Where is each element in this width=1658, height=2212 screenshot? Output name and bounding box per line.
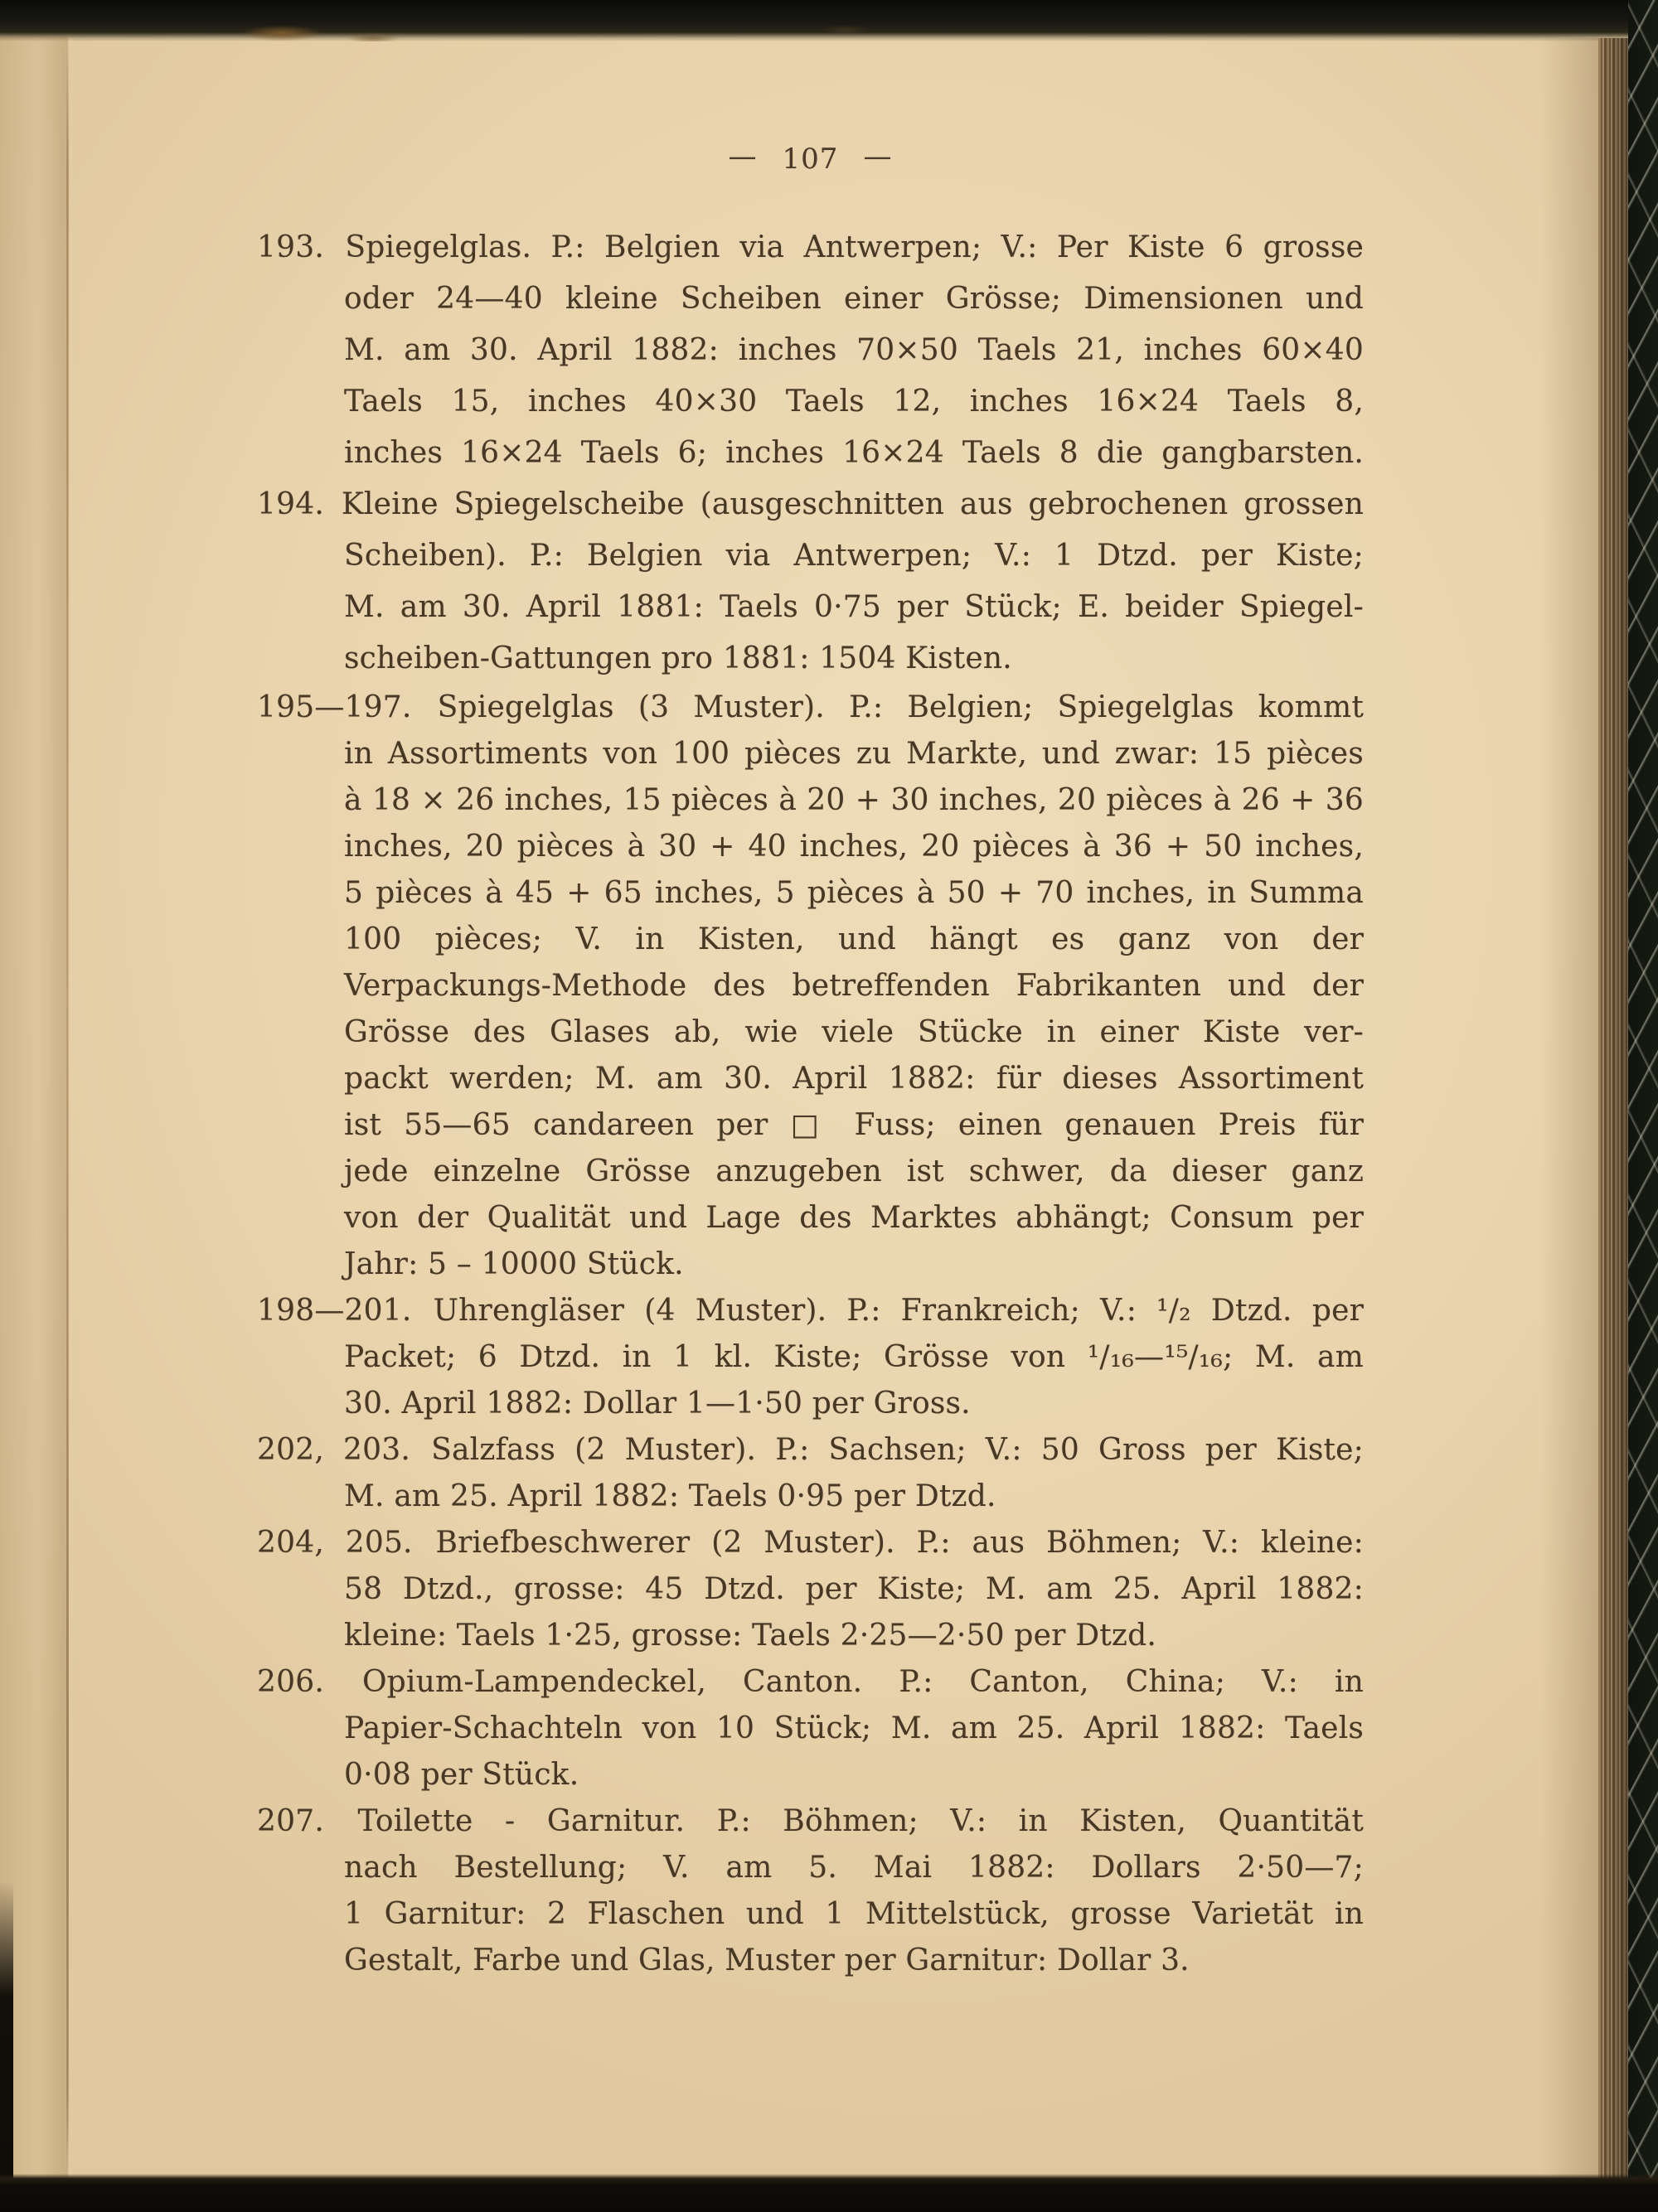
entry-first-line: 202, 203. Salzfass (2 Muster). P.: Sachsen; V.: 50 Gross per Kiste; bbox=[257, 1433, 1364, 1467]
page-curl-shadow bbox=[1540, 38, 1598, 2179]
entry-first-line: 194. Kleine Spiegelscheibe (ausgeschnitten aus gebrochenen grossen bbox=[257, 487, 1364, 521]
entry-line: 0·08 per Stück. bbox=[344, 1758, 579, 1792]
page-edge-stack bbox=[1598, 38, 1630, 2182]
entry-number: 195—197. bbox=[257, 690, 412, 724]
entry-number: 194. bbox=[257, 487, 324, 521]
entry-line: Packet; 6 Dtzd. in 1 kl. Kiste; Grösse von ¹/₁₆—¹⁵/₁₆; M. am bbox=[344, 1340, 1364, 1374]
book-cover-bottom-edge bbox=[0, 2174, 1658, 2212]
page-gutter-shading bbox=[0, 36, 68, 2179]
entry-line: von der Qualität und Lage des Marktes abhängt; Consum per bbox=[344, 1201, 1364, 1235]
entry-line: Verpackungs-Methode des betreffenden Fabrikanten und der bbox=[344, 969, 1364, 1003]
catalog-entry bbox=[257, 1520, 1364, 1659]
header-dash-right: — bbox=[863, 140, 893, 173]
header-dash-left: — bbox=[728, 140, 758, 173]
entry-line: M. am 30. April 1882: inches 70×50 Taels 21, inches 60×40 bbox=[344, 333, 1364, 367]
entry-line: oder 24—40 kleine Scheiben einer Grösse; Dimensionen und bbox=[344, 282, 1364, 316]
catalog-entry bbox=[257, 1798, 1364, 1984]
catalog-entry-list bbox=[257, 222, 1364, 1984]
entry-number: 206. bbox=[257, 1665, 324, 1699]
book-cover-right-marbled bbox=[1628, 0, 1658, 2212]
entry-line: jede einzelne Grösse anzugeben ist schwer, da dieser ganz bbox=[344, 1154, 1364, 1188]
entry-first-line: 193. Spiegelglas. P.: Belgien via Antwerpen; V.: Per Kiste 6 grosse bbox=[257, 230, 1364, 264]
page-number-header bbox=[257, 140, 1364, 176]
entry-line: Jahr: 5 – 10000 Stück. bbox=[344, 1247, 684, 1281]
book-cover-left-edge bbox=[0, 1881, 13, 2212]
entry-line: in Assortiments von 100 pièces zu Markte, und zwar: 15 pièces bbox=[344, 737, 1364, 771]
catalog-entry bbox=[257, 479, 1364, 685]
entry-line: Gestalt, Farbe und Glas, Muster per Garnitur: Dollar 3. bbox=[344, 1943, 1190, 1977]
entry-first-line: 198—201. Uhrengläser (4 Muster). P.: Frankreich; V.: ¹/₂ Dtzd. per bbox=[257, 1294, 1364, 1328]
catalog-entry bbox=[257, 1659, 1364, 1798]
entry-line: M. am 25. April 1882: Taels 0·95 per Dtzd. bbox=[344, 1479, 996, 1513]
entry-number: 202, 203. bbox=[257, 1433, 411, 1467]
entry-line: Grösse des Glases ab, wie viele Stücke in einer Kiste ver- bbox=[344, 1015, 1364, 1049]
entry-number: 204, 205. bbox=[257, 1526, 413, 1560]
entry-line: nach Bestellung; V. am 5. Mai 1882: Dollars 2·50—7; bbox=[344, 1851, 1364, 1885]
page-fold-crease bbox=[66, 38, 69, 2177]
catalog-entry bbox=[257, 222, 1364, 479]
entry-number: 198—201. bbox=[257, 1294, 412, 1328]
entry-first-line: 195—197. Spiegelglas (3 Muster). P.: Belgien; Spiegelglas kommt bbox=[257, 690, 1364, 724]
entry-line: scheiben-Gattungen pro 1881: 1504 Kisten. bbox=[344, 641, 1012, 675]
entry-line: Papier-Schachteln von 10 Stück; M. am 25. April 1882: Taels bbox=[344, 1711, 1364, 1745]
catalog-entry bbox=[257, 1427, 1364, 1520]
entry-line: ist 55—65 candareen per □ Fuss; einen genauen Preis für bbox=[344, 1108, 1364, 1142]
entry-line: Taels 15, inches 40×30 Taels 12, inches 16×24 Taels 8, bbox=[344, 385, 1364, 419]
entry-first-line: 204, 205. Briefbeschwerer (2 Muster). P.: aus Böhmen; V.: kleine: bbox=[257, 1526, 1365, 1560]
entry-line: 100 pièces; V. in Kisten, und hängt es ganz von der bbox=[344, 922, 1364, 956]
entry-line: Scheiben). P.: Belgien via Antwerpen; V.: 1 Dtzd. per Kiste; bbox=[344, 539, 1364, 573]
entry-number: 207. bbox=[257, 1804, 324, 1838]
entry-line: packt werden; M. am 30. April 1882: für dieses Assortiment bbox=[344, 1062, 1364, 1096]
entry-line: 5 pièces à 45 + 65 inches, 5 pièces à 50 + 70 inches, in Summa bbox=[344, 876, 1364, 910]
page-number: 107 bbox=[782, 143, 839, 176]
book-cover-top-edge bbox=[0, 0, 1658, 41]
entry-line: 1 Garnitur: 2 Flaschen und 1 Mittelstück, grosse Varietät in bbox=[344, 1897, 1364, 1931]
entry-line: kleine: Taels 1·25, grosse: Taels 2·25—2·50 per Dtzd. bbox=[344, 1619, 1156, 1653]
entry-line: inches 16×24 Taels 6; inches 16×24 Taels 8 die gangbarsten. bbox=[344, 436, 1364, 470]
entry-line: M. am 30. April 1881: Taels 0·75 per Stück; E. beider Spiegel- bbox=[344, 590, 1364, 624]
entry-number: 193. bbox=[257, 230, 324, 264]
catalog-entry bbox=[257, 685, 1364, 1288]
catalog-entry bbox=[257, 1288, 1364, 1427]
entry-line: 58 Dtzd., grosse: 45 Dtzd. per Kiste; M. am 25. April 1882: bbox=[344, 1572, 1364, 1606]
entry-line: inches, 20 pièces à 30 + 40 inches, 20 pièces à 36 + 50 inches, bbox=[344, 830, 1364, 864]
entry-line: 30. April 1882: Dollar 1—1·50 per Gross. bbox=[344, 1387, 971, 1421]
entry-first-line: 207. Toilette - Garnitur. P.: Böhmen; V.: in Kisten, Quantität bbox=[257, 1804, 1364, 1838]
entry-line: à 18 × 26 inches, 15 pièces à 20 + 30 inches, 20 pièces à 26 + 36 bbox=[344, 783, 1364, 817]
entry-first-line: 206. Opium-Lampendeckel, Canton. P.: Canton, China; V.: in bbox=[257, 1665, 1364, 1699]
